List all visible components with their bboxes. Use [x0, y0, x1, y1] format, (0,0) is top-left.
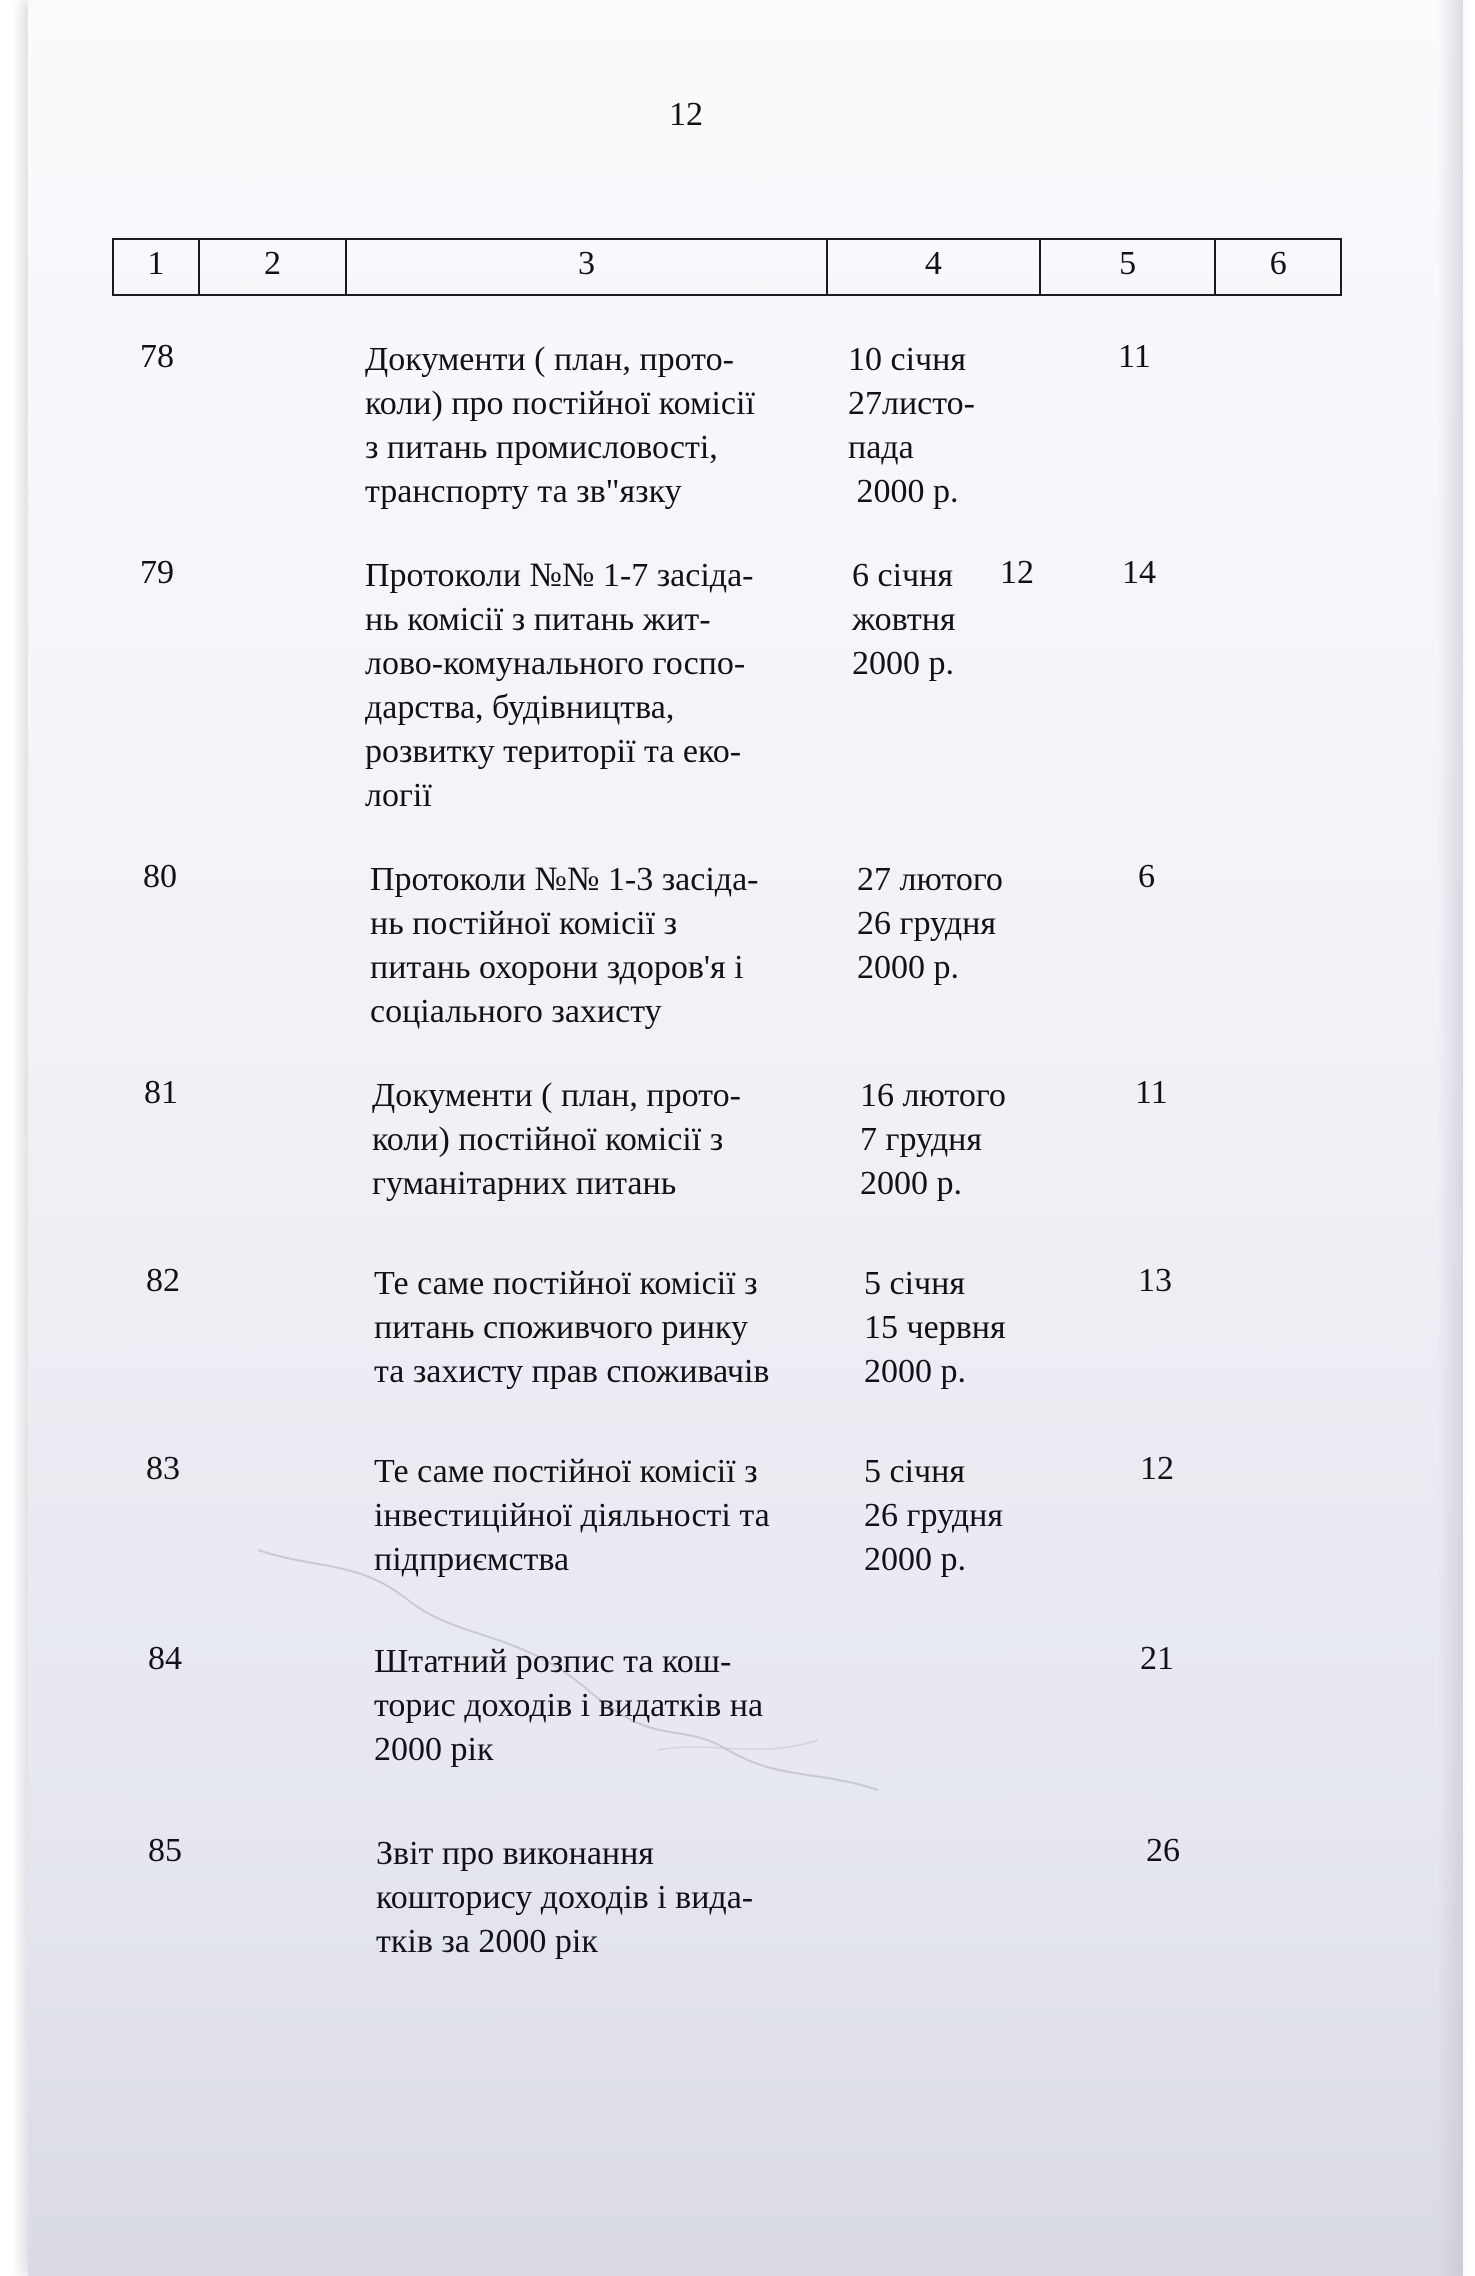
- entry-date-line: 27листо-: [848, 385, 975, 422]
- entry-title-line: розвитку території та еко-: [365, 733, 742, 770]
- page-edge-shadow: [1437, 0, 1463, 2276]
- entry-date-line: 2000 р.: [848, 473, 959, 510]
- entry-date-line: 2000 р.: [864, 1353, 966, 1390]
- entry-title-line: нь комісії з питань жит-: [365, 601, 711, 638]
- entry-dates: [864, 1450, 1064, 1582]
- entry-title-line: з питань промисловості,: [365, 429, 718, 466]
- entry-title-line: транспорту та зв"язку: [365, 473, 682, 510]
- entry-title-line: Те саме постійної комісії з: [374, 1265, 758, 1302]
- entry-dates: [860, 1074, 1060, 1206]
- entry-number: 81: [144, 1074, 178, 1111]
- entry-title-line: та захисту прав споживачів: [374, 1353, 770, 1390]
- entry-date-line: 10 січня: [848, 341, 966, 378]
- entry-title-line: логії: [365, 777, 432, 814]
- entry-sheet-count: 6: [1138, 858, 1155, 895]
- entry-dates: [864, 1262, 1064, 1394]
- entry-dates: [857, 858, 1057, 990]
- entry-title-line: тків за 2000 рік: [376, 1923, 598, 1960]
- entry-number: 78: [140, 338, 174, 375]
- entry-title-line: коли) постійної комісії з: [372, 1121, 724, 1158]
- entry-title-line: соціального захисту: [370, 993, 662, 1030]
- header-col-3: 3: [347, 240, 827, 294]
- page-number: 12: [669, 96, 703, 133]
- entry-date-line: 5 січня: [864, 1453, 965, 1490]
- header-col-1: 1: [114, 240, 200, 294]
- entry-date-line: пада: [848, 429, 914, 466]
- entry-number: 85: [148, 1832, 182, 1869]
- entry-sheet-count: 11: [1118, 338, 1151, 375]
- entry-title-line: інвестиційної діяльності та: [374, 1497, 770, 1534]
- entry-title: [374, 1640, 844, 1772]
- entry-date-line: 7 грудня: [860, 1121, 982, 1158]
- entry-sheet-count: 13: [1138, 1262, 1172, 1299]
- entry-title: [365, 554, 835, 818]
- entry-title-line: лово-комунального госпо-: [365, 645, 746, 682]
- entry-title-line: питань споживчого ринку: [374, 1309, 748, 1346]
- entry-date-line: 2000 р.: [852, 645, 954, 682]
- entry-number: 80: [143, 858, 177, 895]
- entry-title-line: Те саме постійної комісії з: [374, 1453, 758, 1490]
- entry-date-line: 15 червня: [864, 1309, 1006, 1346]
- entry-dates: [848, 338, 1048, 514]
- entry-title-line: Звіт про виконання: [376, 1835, 654, 1872]
- column-header-table: [112, 238, 1342, 296]
- entry-sheet-count: 14: [1122, 554, 1156, 591]
- entry-title: [374, 1450, 844, 1582]
- entry-date-line: 26 грудня: [864, 1497, 1003, 1534]
- entry-title-line: підприємства: [374, 1541, 570, 1578]
- entry-title: [370, 858, 840, 1034]
- entry-title-line: Документи ( план, прото-: [365, 341, 734, 378]
- entry-sheet-count: 21: [1140, 1640, 1174, 1677]
- header-col-4: 4: [828, 240, 1041, 294]
- entry-date-line: жовтня: [852, 601, 956, 638]
- entry-title-line: Протоколи №№ 1-3 засіда-: [370, 861, 759, 898]
- entry-number: 82: [146, 1262, 180, 1299]
- entry-sheet-count: 12: [1140, 1450, 1174, 1487]
- entry-number: 84: [148, 1640, 182, 1677]
- entry-title: [376, 1832, 846, 1964]
- entry-title-line: торис доходів і видатків на: [374, 1687, 764, 1724]
- entry-title-line: кошторису доходів і вида-: [376, 1879, 754, 1916]
- entry-title-line: питань охорони здоров'я і: [370, 949, 744, 986]
- entry-title-line: Штатний розпис та кош-: [374, 1643, 732, 1680]
- entry-date-line: 27 лютого: [857, 861, 1003, 898]
- entry-date-line: 2000 р.: [860, 1165, 962, 1202]
- entry-date-line: 26 грудня: [857, 905, 996, 942]
- entry-title-line: Протоколи №№ 1-7 засіда-: [365, 557, 754, 594]
- entry-sheet-count: 11: [1135, 1074, 1168, 1111]
- entry-date-line: 6 січня: [852, 557, 953, 594]
- entry-title-line: 2000 рік: [374, 1731, 494, 1768]
- entry-date-line: 2000 р.: [864, 1541, 966, 1578]
- entry-title-line: нь постійної комісії з: [370, 905, 677, 942]
- entry-number: 83: [146, 1450, 180, 1487]
- entry-number: 79: [140, 554, 174, 591]
- entry-date-line: 5 січня: [864, 1265, 965, 1302]
- entry-title: [374, 1262, 844, 1394]
- entry-extra-number: 12: [1000, 554, 1034, 591]
- entry-title-line: дарства, будівництва,: [365, 689, 675, 726]
- header-col-5: 5: [1041, 240, 1216, 294]
- header-col-6: 6: [1269, 245, 1287, 282]
- entry-sheet-count: 26: [1146, 1832, 1180, 1869]
- entry-title-line: гуманітарних питань: [372, 1165, 677, 1202]
- entry-title-line: коли) про постійної комісії: [365, 385, 755, 422]
- header-col-2: 2: [200, 240, 348, 294]
- entry-date-line: 2000 р.: [857, 949, 959, 986]
- entry-title-line: Документи ( план, прото-: [372, 1077, 741, 1114]
- entry-title: [365, 338, 835, 514]
- entry-title: [372, 1074, 842, 1206]
- entry-date-line: 16 лютого: [860, 1077, 1006, 1114]
